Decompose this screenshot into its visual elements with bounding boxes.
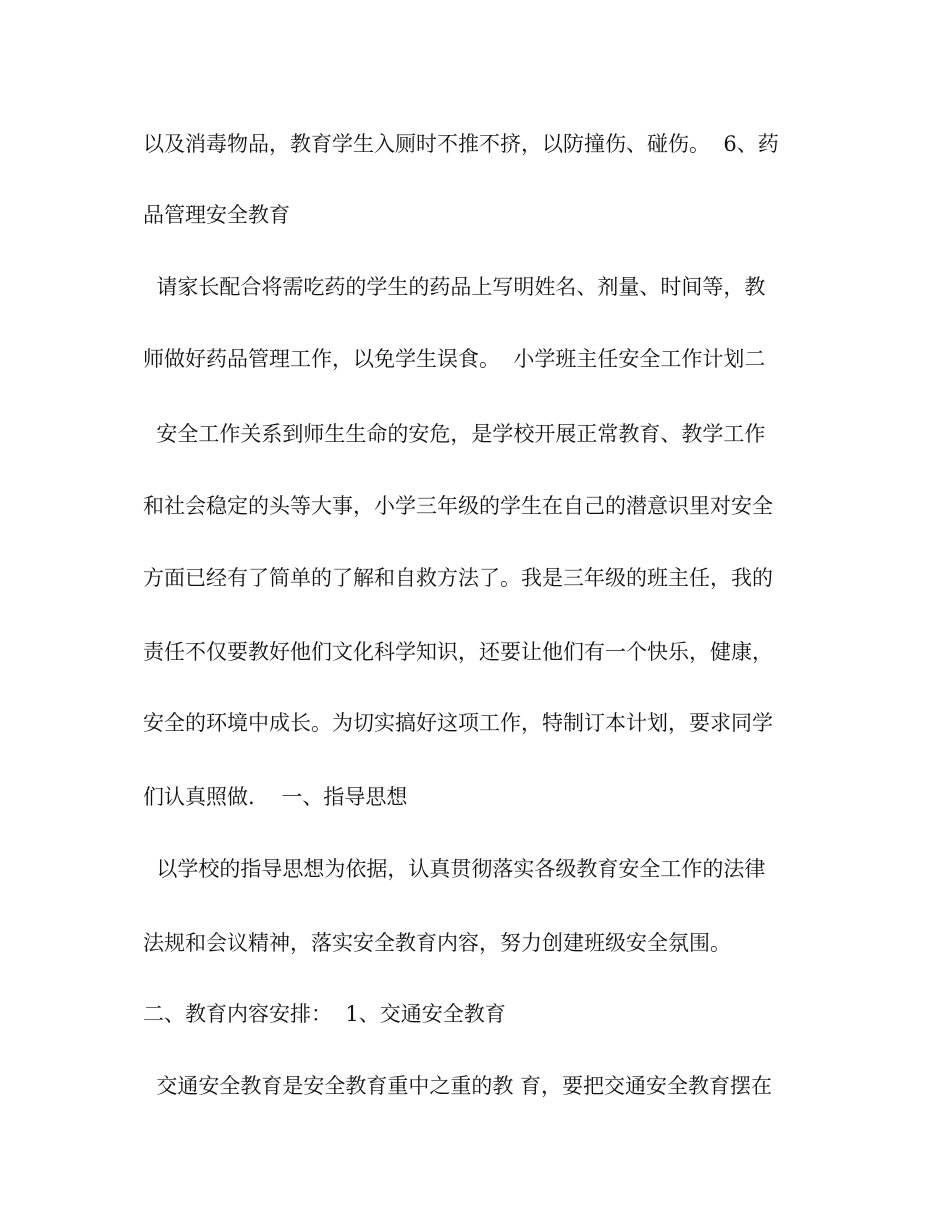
text-line: 方面已经有了简单的了解和自救方法了。我是三年级的班主任，我的 bbox=[143, 566, 773, 590]
text-line: 们认真照做. 一、指导思想 bbox=[143, 785, 408, 809]
text-line: 安全工作关系到师生生命的安危，是学校开展正常教育、教学工作 bbox=[143, 422, 766, 446]
text-line: 以学校的指导思想为依据，认真贯彻落实各级教育安全工作的法律 bbox=[143, 857, 766, 881]
text-line: 品管理安全教育 bbox=[143, 203, 290, 227]
text-line: 安全的环境中成长。为切实搞好这项工作，特制订本计划，要求同学 bbox=[143, 711, 773, 735]
text-line: 责任不仅要教好他们文化科学知识，还要让他们有一个快乐，健康， bbox=[143, 640, 773, 664]
text-line: 和社会稳定的头等大事，小学三年级的学生在自己的潜意识里对安全 bbox=[143, 494, 773, 518]
text-line: 以及消毒物品，教育学生入厕时不推不挤，以防撞伤、碰伤。 6、药 bbox=[143, 132, 779, 156]
text-line: 法规和会议精神，落实安全教育内容，努力创建班级安全氛围。 bbox=[143, 931, 731, 955]
text-line: 请家长配合将需吃药的学生的药品上写明姓名、剂量、时间等，教 bbox=[143, 275, 766, 299]
text-line: 师做好药品管理工作，以免学生误食。 小学班主任安全工作计划二 bbox=[143, 347, 766, 371]
text-line: 二、教育内容安排： 1、交通安全教育 bbox=[143, 1002, 506, 1026]
text-line: 交通安全教育是安全教育重中之重的教 育，要把交通安全教育摆在 bbox=[143, 1074, 773, 1098]
